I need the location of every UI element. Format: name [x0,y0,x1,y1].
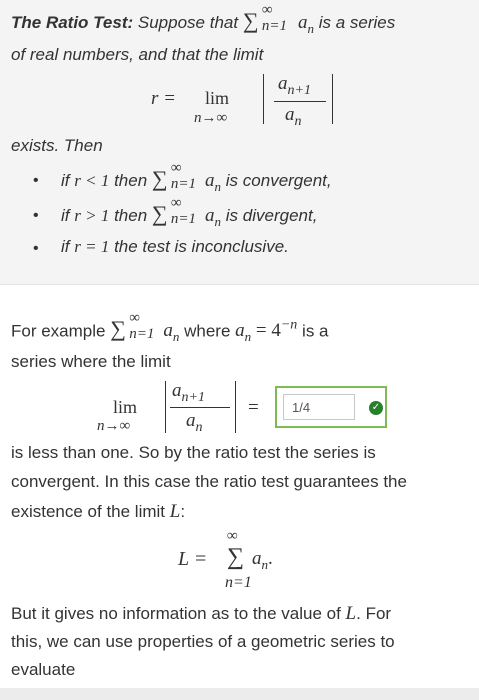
r-equals: r = [151,88,176,109]
intro-text-end: is a series [318,13,396,32]
abs-right-bar [332,74,333,124]
frac-bar [170,407,230,408]
series-term: $a_n$. [252,548,273,572]
example-line4: convergent. In this case the ratio test guarantees the [11,472,407,491]
ratio-test-line1 [11,2,396,37]
sum-upper-limit: ∞ [227,528,238,544]
ratio-test-line2: of real numbers, and that the limit [11,45,264,64]
lim-subscript: n→∞ [194,110,228,126]
abs-left-bar [263,74,264,124]
bullet-dot: • [33,172,39,189]
example-line1: For example ∑ ∞ n=1 $a_n$ where $a_n = 4^{-n}$ is a [11,310,329,345]
bullet-dot: • [33,207,39,224]
check-icon: ✓ [369,401,383,415]
equals-sign: = [248,397,259,418]
ratio-test-title: The Ratio Test: [11,13,134,32]
example-line6: But it gives no information as to the value of L. For [11,603,392,624]
bottom-bar [0,688,479,700]
example-line7: this, we can use properties of a geometric series to [11,632,395,651]
bullet-3: if r = 1 the test is inconclusive. [61,237,289,256]
example-line3: is less than one. So by the ratio test the series is [11,443,376,462]
example-line2: series where the limit [11,352,171,371]
lim-label: lim [205,88,230,108]
abs-right-bar [235,381,236,433]
lim-subscript: n→∞ [97,418,131,434]
intro-text: Suppose that [137,13,239,32]
lim-label: lim [113,397,138,417]
answer-input[interactable]: 1/4 [283,394,355,420]
frac-numerator: $a_{n+1}$ [278,73,311,98]
abs-left-bar [165,381,166,433]
frac-denominator: $a_n$ [186,410,203,435]
frac-numerator: $a_{n+1}$ [172,380,205,405]
section-divider [0,284,479,285]
bullet-dot: • [33,240,39,257]
answer-box [275,386,387,428]
sum-symbol: ∑ [227,544,245,570]
bullet-2: if r > 1 then ∑ ∞ n=1 $a_n$ is divergent, [61,195,318,229]
sum-symbol: ∑ ∞ n=1 [242,2,287,34]
example-line5: existence of the limit L: [11,501,186,522]
frac-denominator: $a_n$ [285,104,302,129]
series-term: $a_n$ [297,12,314,36]
bullet-1: if r < 1 then ∑ ∞ n=1 $a_n$ is convergent, [61,160,332,194]
sum-lower-limit: n=1 [225,574,252,591]
L-equals: L = [178,548,208,570]
exists-text: exists. Then [11,136,103,155]
frac-bar [274,101,326,102]
example-line8: evaluate [11,660,76,679]
